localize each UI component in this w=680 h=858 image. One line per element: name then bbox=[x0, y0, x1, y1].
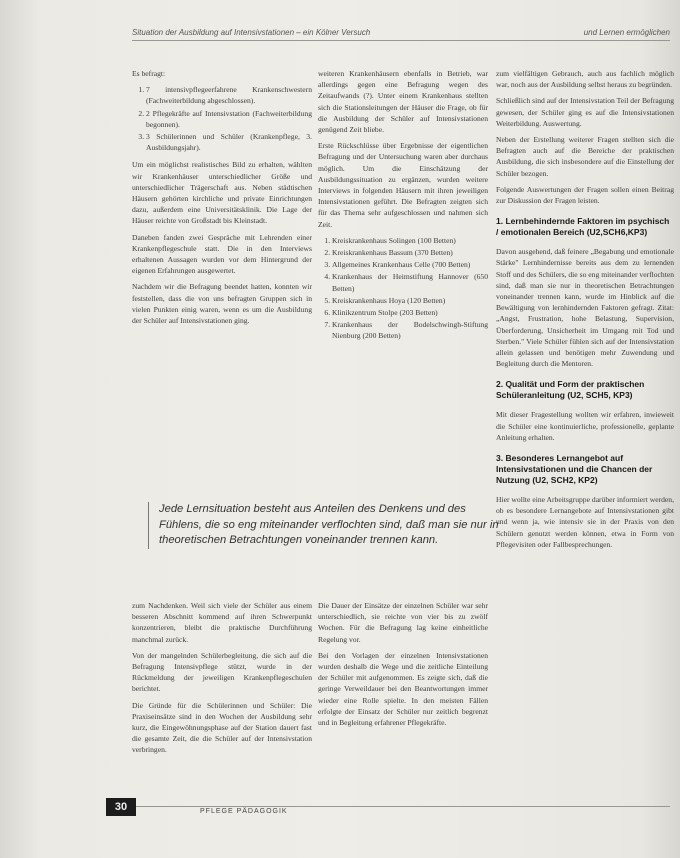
list-item: 1. Kreiskrankenhaus Solingen (100 Betten) bbox=[332, 235, 488, 246]
list-item: 2. 2 Pflegekräfte auf Intensivstation (Fachweiterbildung begonnen). bbox=[146, 108, 312, 130]
paragraph: zum Nachdenken. Weil sich viele der Schüler aus einem besseren Abschnitt kommend auf ihren Schwerpunkt konzentrieren, bleibt die praktische Durchführung manchmal zurück. bbox=[132, 601, 312, 644]
paragraph: Um ein möglichst realistisches Bild zu erhalten, wählten wir Krankenhäuser unterschiedlicher Größe und unterschiedlicher Trägerschaft aus. Neben städtischen Häusern gehörten kirchliche und private Einrichtungen dazu, außerdem eine Universitätsklinik. Die Lage der Häuser reichte von Großstadt bis Kleinstadt. bbox=[132, 160, 312, 226]
journal-name: PFLEGE PÄDAGOGIK bbox=[200, 808, 288, 815]
page-number: 30 bbox=[106, 798, 136, 816]
paragraph: Die Dauer der Einsätze der einzelnen Schüler war sehr unterschiedlich, sie reichte von vier bis zu zwölf Wochen. Für die Befragung lag keine einheitliche Regelung vor. bbox=[318, 601, 488, 644]
list-item: 1. 7 intensivpflegeerfahrene Krankenschwestern (Fachweiterbildung abgeschlossen). bbox=[146, 84, 312, 106]
column-3 bbox=[496, 68, 674, 555]
running-head-left: Situation der Ausbildung auf Intensivstationen – ein Kölner Versuch bbox=[132, 28, 371, 37]
paragraph: zum vielfältigen Gebrauch, auch aus fachlich möglich war, noch aus der Ausbildung selbst heraus zu begründen. bbox=[496, 69, 674, 90]
pull-quote: Jede Lernsituation besteht aus Anteilen des Denkens und des Fühlens, die so eng miteinander verflochten sind, daß man sie nur in theoretischen Betrachtungen voneinander trennen kann. bbox=[148, 502, 509, 549]
section-heading: 2. Qualität und Form der praktischen Schüleranleitung (U2, SCH5, KP3) bbox=[496, 379, 645, 401]
header-rule bbox=[132, 40, 670, 41]
interviewee-list bbox=[132, 84, 312, 153]
column-2 bbox=[318, 68, 488, 348]
hospital-list bbox=[318, 235, 488, 342]
list-item: 6. Klinikzentrum Stolpe (203 Betten) bbox=[332, 307, 488, 318]
paragraph: Bei den Vorlagen der einzelnen Intensivstationen wurden deshalb die Wege und die zeitliche Einteilung der Schüler mit aufgenommen. Es zeigte sich, daß die geringe Verweildauer bei den Beantwortungen immer wieder eine Rolle spielte. In den meisten Fällen erfolgte der Einsatz der Schüler nur zeitlich begrenzt und in Begleitung erfahrener Pflegekräfte. bbox=[318, 650, 488, 728]
section-heading: 1. Lernbehindernde Faktoren im psychisch / emotionalen Bereich (U2,SCH6,KP3) bbox=[496, 216, 670, 238]
running-head-right: und Lernen ermöglichen bbox=[583, 28, 670, 37]
paragraph: Schließlich sind auf der Intensivstation Teil der Befragung gewesen, der Schüler ging es auf die Intensivstationen Weiterbildung. Auswertung. bbox=[496, 96, 674, 128]
paragraph: Folgende Auswertungen der Fragen sollen einen Beitrag zur Diskussion der Fragen leisten. bbox=[496, 184, 674, 206]
paragraph: Die Gründe für die Schülerinnen und Schüler: Die Praxiseinsätze sind in den Wochen der Ausbildung sehr kurz, die Eingewöhnungsphase auf der Station dauert fast die gesamte Zeit, die die Schüler auf der Intensivstation verbringen. bbox=[132, 700, 312, 755]
list-item: 5. Kreiskrankenhaus Hoya (120 Betten) bbox=[332, 295, 488, 306]
paragraph: Erste Rückschlüsse über Ergebnisse der eigentlichen Befragung und der Untersuchung waren aber durchaus möglich. Um die Einschätzung der Ausbildungssituation zu ergänzen, wurden weitere Interviews in folgenden Häusern mit ihren jeweiligen Intensivstationen geführt. Die Befragten zeigten sich für das Thema sehr aufgeschlossen und nahmen sich Zeit. bbox=[318, 141, 488, 229]
paragraph: Daneben fanden zwei Gespräche mit Lehrenden einer Krankenpflegeschule statt. Die in den Interviews erhaltenen Aussagen wurden vor dem Hintergrund der eigenen Erfahrungen ausgewertet. bbox=[132, 232, 312, 276]
paragraph: Neben der Erstellung weiterer Fragen stellten sich die Befragten auch auf die Bereiche der praktischen Ausbildung, die sich insbesondere auf die Einstellung der Schüler bezogen. bbox=[496, 135, 674, 178]
column-1-intro: Es befragt: bbox=[132, 69, 166, 78]
list-item: 2. Kreiskrankenhaus Bassum (370 Betten) bbox=[332, 247, 488, 258]
list-item: 3. Allgemeines Krankenhaus Celle (700 Betten) bbox=[332, 259, 488, 270]
section-text: Mit dieser Fragestellung wollten wir erfahren, inwieweit die Schüler eine kontinuierliche, professionelle, geplante Anleitung erhalten. bbox=[496, 410, 674, 442]
section-heading: 3. Besonderes Lernangebot auf Intensivstationen und die Chancen der Nutzung (U2, SCH2, KP2) bbox=[496, 453, 653, 486]
list-item: 7. Krankenhaus der Bodelschwingh-Stiftung Nienburg (200 Betten) bbox=[332, 319, 488, 341]
paragraph: Nachdem wir die Befragung beendet hatten, konnten wir feststellen, dass die von uns befragten Gruppen sich in vielen Punkten einig waren, wenn es um die Ausbildung der Schüler auf Intensivstationen ging. bbox=[132, 282, 312, 326]
paragraph: Von der mangelnden Schülerbegleitung, die sich auf die Befragung Intensivpflege stützt, wurde in der Rückmeldung der jeweiligen Krankenpflegeschulen berichtet. bbox=[132, 650, 312, 694]
footer-rule bbox=[132, 806, 670, 807]
list-item: 4. Krankenhaus der Heimstiftung Hannover (650 Betten) bbox=[332, 271, 488, 293]
section-text: Davon ausgehend, daß feinere „Begabung und emotionale Stärke" Lernhindernisse bereits aus dem zu lernenden Stoff und des Schülers, die so eng miteinander verflochten sind, daß man sie nur in theoretischen Betrachtungen voneinander trennen kann, wurde im Hinblick auf die Bewältigung von lernhindernden Faktoren gefragt. Zitat: „Angst, Frustration, hohe Belastung, Supervision, Überforderung, Unsicherheit im Umgang mit Tod und Sterben." Viele Schüler fühlen sich auf der Intensivstation allein gelassen und benötigen mehr Zuwendung und Begleitung durch die Mentoren. bbox=[496, 247, 674, 369]
lower-column-1 bbox=[132, 600, 312, 761]
list-item: 3. 3 Schülerinnen und Schüler (Krankenpflege, 3. Ausbildungsjahr). bbox=[146, 131, 312, 153]
lower-column-2 bbox=[318, 600, 488, 733]
section-text: Hier wollte eine Arbeitsgruppe darüber informiert werden, ob es besondere Lernangebote auf Intensivstationen gibt und wenn ja, wie intensiv sie in der Praxis von den Schülern genutzt werden können, etwa in Form von Pflegevisiten oder Fallbesprechungen. bbox=[496, 495, 674, 549]
column-1 bbox=[132, 68, 312, 331]
paragraph: weiteren Krankenhäusern ebenfalls in Betrieb, war allerdings gegen eine Befragung wegen des Zeitaufwands (?). Unter einem Krankenhaus stellten sich die Stationsleitungen der Häuser die Frage, ob für die Ausbildung der Schüler auf Intensivstationen genügend Zeit bliebe. bbox=[318, 69, 488, 135]
